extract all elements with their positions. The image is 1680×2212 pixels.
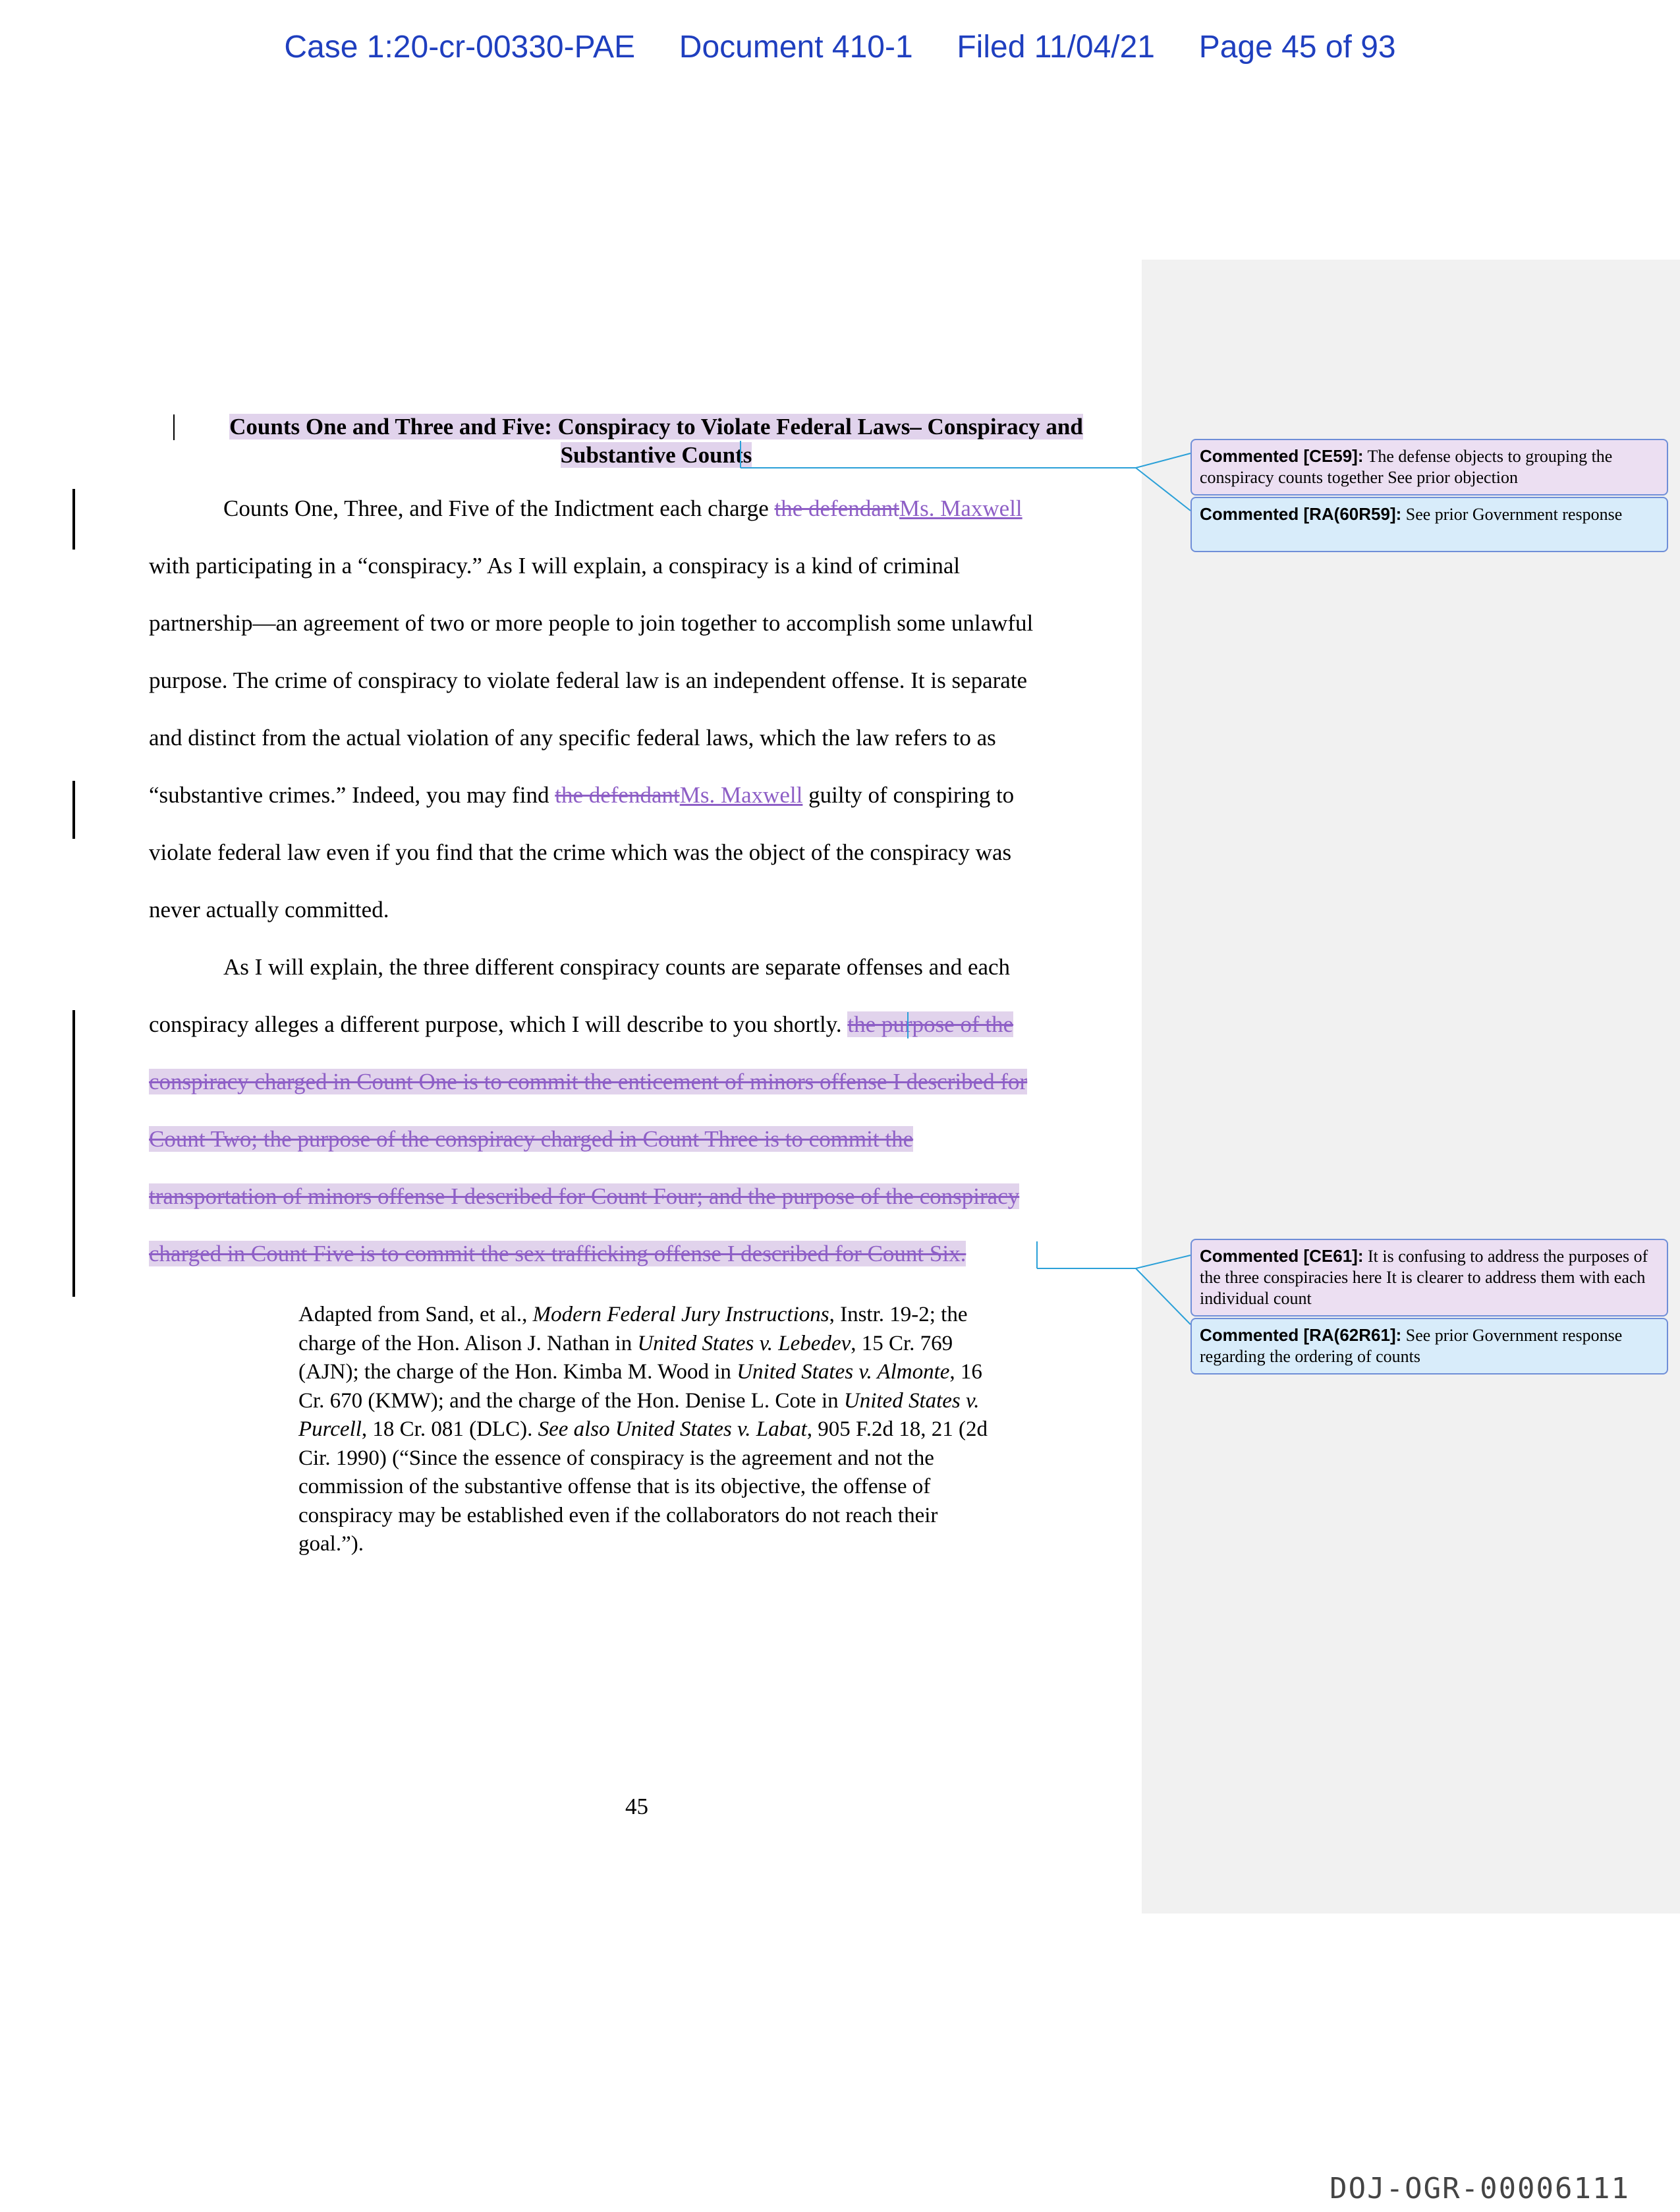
- comment-author: Commented [RA(60R59]:: [1200, 504, 1402, 524]
- deleted-text: the purpose of the: [847, 1011, 1014, 1037]
- page-indicator: Page 45 of 93: [1198, 30, 1396, 65]
- heading-text-1[interactable]: Counts One and Three and Five: Conspiracy to Violate Federal Laws– Conspiracy and: [229, 414, 1083, 440]
- deleted-text: charged in Count Five is to commit the sex trafficking offense I described for Count Six.: [149, 1241, 966, 1266]
- comment-ra62[interactable]: [1190, 1318, 1668, 1375]
- filed-date: Filed 11/04/21: [957, 30, 1155, 65]
- citation-text: , 18 Cr. 081 (DLC).: [361, 1417, 538, 1441]
- document-number: Document 410-1: [679, 30, 913, 65]
- body-line: As I will explain, the three different conspiracy counts are separate offenses and each: [223, 954, 1011, 980]
- body-text: guilty of conspiring to: [802, 782, 1015, 808]
- citation-text: Adapted from Sand, et al.,: [298, 1303, 533, 1326]
- deleted-text: conspiracy charged in Count One is to commit the enticement of minors offense I described for: [149, 1069, 1028, 1094]
- citation-italic: United States v. Almonte: [737, 1360, 950, 1384]
- body-text: “substantive crimes.” Indeed, you may find: [149, 782, 555, 808]
- body-line: and distinct from the actual violation of any specific federal laws, which the law refers to as: [149, 725, 996, 751]
- bates-number: DOJ-OGR-00006111: [1330, 2172, 1630, 2205]
- leader-ce61: [1037, 1255, 1190, 1268]
- citation-text: , 15 Cr. 769 (AJN); the charge of the Hon. Kimba M. Wood in: [298, 1331, 953, 1384]
- body-text: conspiracy alleges a different purpose, which I will describe to you shortly.: [149, 1011, 848, 1037]
- comment-author: Commented [CE59]:: [1200, 446, 1364, 466]
- comment-text: See prior Government response regarding the ordering of counts: [1200, 1326, 1623, 1366]
- deleted-text: Count Two; the purpose of the conspiracy charged in Count Three is to commit the: [149, 1126, 914, 1152]
- page-number: 45: [625, 1794, 648, 1819]
- deleted-text: transportation of minors offense I described for Count Four; and the purpose of the conspiracy: [149, 1183, 1020, 1209]
- inserted-text: Ms. Maxwell: [679, 782, 803, 808]
- comment-text: The defense objects to grouping the conspiracy counts together See prior objection: [1200, 447, 1613, 487]
- case-number: Case 1:20-cr-00330-PAE: [284, 30, 636, 65]
- comment-text: It is confusing to address the purposes of the three conspiracies here It is clearer to address them with each individual count: [1200, 1247, 1648, 1308]
- comment-ce59[interactable]: [1190, 439, 1668, 496]
- comment-text: See prior Government response: [1401, 505, 1623, 524]
- citation-italic: Modern Federal Jury Instructions: [532, 1303, 829, 1326]
- deleted-text: the defendant: [774, 496, 899, 521]
- comment-author: Commented [CE61]:: [1200, 1246, 1364, 1266]
- leader-ra62: [1136, 1268, 1190, 1324]
- body-line: never actually committed.: [149, 897, 389, 922]
- body-line: partnership—an agreement of two or more people to join together to accomplish some unlawful: [149, 610, 1034, 636]
- inserted-text: Ms. Maxwell: [899, 496, 1022, 521]
- deleted-text: the defendant: [555, 782, 680, 808]
- citation-italic: United States v. Purcell: [298, 1388, 980, 1441]
- citation-text: , 905 F.2d 18, 21 (2d Cir. 1990) (“Since the essence of conspiracy is the agreement and not the commission of the substantive offense that is its objective, the offense of conspiracy may be established even if the collaborators do not reach their goal.”).: [298, 1417, 988, 1556]
- citation-text: , 16 Cr. 670 (KMW); and the charge of the Hon. Denise L. Cote in: [298, 1360, 982, 1413]
- body-line: purpose. The crime of conspiracy to violate federal law is an independent offense. It is separate: [149, 667, 1028, 693]
- leader-ra60: [1136, 468, 1190, 511]
- comment-author: Commented [RA(62R61]:: [1200, 1325, 1402, 1345]
- body-line: violate federal law even if you find that the crime which was the object of the conspiracy was: [149, 839, 1012, 865]
- heading-text-2[interactable]: Substantive Counts: [560, 442, 752, 468]
- body-text: Counts One, Three, and Five of the Indictment each charge: [223, 496, 775, 521]
- body-line: with participating in a “conspiracy.” As I will explain, a conspiracy is a kind of criminal: [149, 553, 961, 579]
- citation-text: , Instr. 19-2; the charge of the Hon. Alison J. Nathan in: [298, 1303, 968, 1355]
- comment-ce61[interactable]: [1190, 1239, 1668, 1317]
- citation-italic: United States v. Lebedev: [637, 1331, 851, 1355]
- citation-italic: See also United States v. Labat: [538, 1417, 807, 1441]
- comment-ra60[interactable]: [1190, 497, 1668, 552]
- leader-ce59: [741, 453, 1190, 468]
